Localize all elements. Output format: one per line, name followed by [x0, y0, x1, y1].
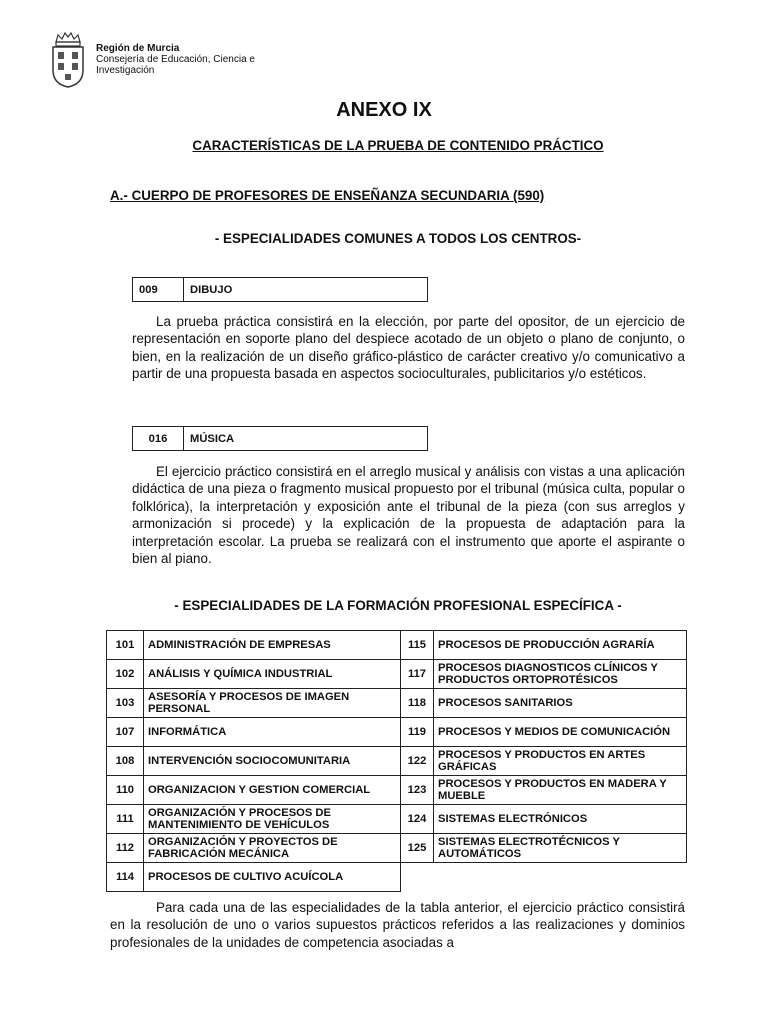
final-paragraph: Para cada una de las especialidades de la tabla anterior, el ejercicio práctico consistirá en la resolución de uno o varios supuestos prácticos referidos a las realizaciones y dominios profesionales de la unidades de competencia asociadas a	[110, 900, 685, 950]
table-row	[107, 631, 687, 660]
specialty-code: 009	[133, 278, 184, 302]
annex-title: ANEXO IX	[336, 99, 432, 121]
specialty-name: SISTEMAS ELECTROTÉCNICOS Y AUTOMÁTICOS	[434, 834, 687, 863]
specialty-name: PROCESOS DE CULTIVO ACUÍCOLA	[144, 863, 401, 892]
specialty-name: ORGANIZACION Y GESTION COMERCIAL	[144, 776, 401, 805]
specialty-name: PROCESOS DE PRODUCCIÓN AGRARÍA	[434, 631, 687, 660]
dibujo-description: La prueba práctica consistirá en la elección, por parte del opositor, de un ejercicio de representación en soporte plano del despiece acotado de un objeto o plano de conjunto, o bien, en la realización de un diseño gráfico-plástico de carácter creativo y/o comunicativo a partir de una propuesta basada en aspectos socioculturales, publicitarios y/o estéticos.	[132, 314, 685, 382]
specialty-name: ORGANIZACIÓN Y PROCESOS DE MANTENIMIENTO DE VEHÍCULOS	[144, 805, 401, 834]
specialty-dibujo-table	[132, 277, 428, 302]
department-line-1: Consejería de Educación, Ciencia e	[96, 54, 255, 65]
specialty-code: 122	[401, 747, 434, 776]
table-row	[107, 660, 687, 689]
section-a-heading: A.- CUERPO DE PROFESORES DE ENSEÑANZA SECUNDARIA (590)	[110, 188, 545, 203]
specialty-code: 124	[401, 805, 434, 834]
specialty-name: PROCESOS DIAGNOSTICOS CLÍNICOS Y PRODUCTOS ORTOPROTÉSICOS	[434, 660, 687, 689]
specialty-code: 123	[401, 776, 434, 805]
specialty-name: INTERVENCIÓN SOCIOCOMUNITARIA	[144, 747, 401, 776]
specialty-code: 016	[133, 427, 184, 451]
specialty-code: 125	[401, 834, 434, 863]
specialty-name: PROCESOS Y PRODUCTOS EN ARTES GRÁFICAS	[434, 747, 687, 776]
institution-header	[96, 43, 255, 76]
table-row	[107, 805, 687, 834]
specialty-name: ASESORÍA Y PROCESOS DE IMAGEN PERSONAL	[144, 689, 401, 718]
specialty-code: 107	[107, 718, 144, 747]
table-row	[107, 747, 687, 776]
region-name: Región de Murcia	[96, 43, 180, 54]
coat-of-arms-logo	[48, 32, 88, 88]
specialty-code: 101	[107, 631, 144, 660]
annex-subtitle: CARACTERÍSTICAS DE LA PRUEBA DE CONTENIDO PRÁCTICO	[192, 138, 604, 153]
specialty-code	[401, 863, 434, 892]
fp-specialties-table	[106, 630, 687, 892]
specialty-code: 112	[107, 834, 144, 863]
fp-specialties-heading: - ESPECIALIDADES DE LA FORMACIÓN PROFESIONAL ESPECÍFICA -	[174, 598, 622, 613]
table-row	[107, 689, 687, 718]
specialty-code: 117	[401, 660, 434, 689]
specialty-name: ANÁLISIS Y QUÍMICA INDUSTRIAL	[144, 660, 401, 689]
specialty-name: SISTEMAS ELECTRÓNICOS	[434, 805, 687, 834]
table-row	[107, 863, 687, 892]
table-row	[107, 776, 687, 805]
specialty-name: PROCESOS Y PRODUCTOS EN MADERA Y MUEBLE	[434, 776, 687, 805]
musica-description: El ejercicio práctico consistirá en el arreglo musical y análisis con vistas a una aplicación didáctica de una pieza o fragmento musical propuesto por el tribunal (música culta, popular o folklórica), la interpretación y exposición ante el tribunal de la pieza (con sus arreglos y armonización si procede) y la explicación de la propuesta de adaptación para la interpretación escolar. La prueba se realizará con el instrumento que aporte el aspirante o bien al piano.	[132, 464, 685, 567]
specialty-name: PROCESOS SANITARIOS	[434, 689, 687, 718]
specialty-code: 103	[107, 689, 144, 718]
specialty-code: 110	[107, 776, 144, 805]
table-row	[107, 718, 687, 747]
specialty-name: INFORMÁTICA	[144, 718, 401, 747]
specialty-code: 119	[401, 718, 434, 747]
specialty-code: 118	[401, 689, 434, 718]
specialty-code: 111	[107, 805, 144, 834]
specialty-code: 108	[107, 747, 144, 776]
specialty-musica-table	[132, 426, 428, 451]
specialty-code: 102	[107, 660, 144, 689]
specialty-name: ORGANIZACIÓN Y PROYECTOS DE FABRICACIÓN MECÁNICA	[144, 834, 401, 863]
specialty-name	[434, 863, 687, 892]
common-specialties-heading: - ESPECIALIDADES COMUNES A TODOS LOS CENTROS-	[214, 231, 582, 246]
specialty-name: MÚSICA	[184, 427, 428, 451]
specialty-name: DIBUJO	[184, 278, 428, 302]
department-line-2: Investigación	[96, 65, 155, 76]
specialty-name: ADMINISTRACIÓN DE EMPRESAS	[144, 631, 401, 660]
specialty-code: 114	[107, 863, 144, 892]
specialty-code: 115	[401, 631, 434, 660]
table-row	[107, 834, 687, 863]
specialty-name: PROCESOS Y MEDIOS DE COMUNICACIÓN	[434, 718, 687, 747]
